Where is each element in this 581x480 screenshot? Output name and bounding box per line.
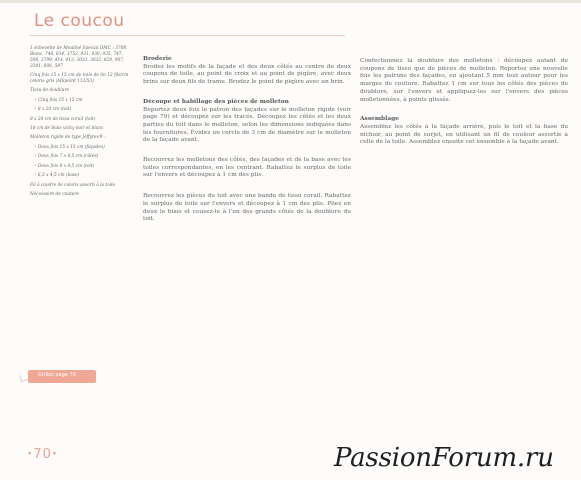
materials-item: Tissu de doublure	[30, 88, 70, 94]
materials-item: Molleton rigide de type Jeffytex® :	[30, 135, 106, 141]
materials-item: • Cinq fois 15 x 15 cm	[30, 98, 133, 104]
materials-item: Nécessaire de couture	[30, 191, 80, 197]
materials-item: • Deux fois 7 x 4,5 cm (côtés)	[30, 154, 133, 160]
title-divider	[30, 35, 345, 36]
page-top-edge	[0, 0, 581, 3]
page-number-value: 70	[33, 447, 52, 462]
materials-item: • Deux fois 15 x 15 cm (façades)	[30, 145, 133, 151]
materials-list	[30, 46, 133, 201]
materials-item: • 8 x 20 cm (toit)	[30, 107, 133, 113]
materials-item: 1 échevette de Mouliné Spécial DMC : 3708, Blanc, 746, 834, 3752, 931, 930, 935, 747, 598, 3799, 414, 413, 3033, 3032, 829, 967, 3341, 608, 597	[30, 46, 128, 69]
page-number-dot-right: •	[51, 449, 59, 460]
page-number	[27, 447, 58, 462]
tag-label: Grilles page 76	[38, 372, 76, 378]
paragraph-recouvrez-molletons: Recouvrez les molletons des côtés, des façades et de la base avec les toiles correspondantes, en les centrant. Rabattez le surplus de toile sur l'envers et découpez à 1 cm des plis.	[143, 157, 351, 179]
section-heading-decoupe: Découpe et habillage des pièces de molleton	[143, 98, 289, 105]
paragraph-recouvrez-toit: Recouvrez les pièces du toit avec une bande de tissu corail. Rabattez le surplus de toile sur l'envers et découpez à 1 cm des plis. Pliez en deux le biais et cousez-le à l'un des grands côtés de la doublure du toit.	[143, 193, 351, 223]
page-title: Le coucou	[34, 11, 125, 31]
paragraph-assemblage: Assemblez les côtés à la façade arrière, puis le toit et la base du nichoir, au point de surjet, en utilisant un fil de couleur assortie à celle de la toile. Assemblez ensuite cet ensemble à la façade avant.	[360, 123, 568, 146]
paragraph-decoupe: Reportez deux fois le patron des façades sur le molleton rigide (voir page 79) et découpez sur les tracés. Découpez les côtés et les deux parties du toit dans le molleton, selon les dimensions indiquées dans les fournitures. Évidez un cercle de 3 cm de diamètre sur le molleton de la façade avant.	[143, 106, 351, 144]
instructions-column-2	[360, 58, 568, 159]
section-heading-broderie: Broderie	[143, 56, 172, 62]
page-number-dot-left: •	[27, 449, 34, 460]
paragraph-doublure: Confectionnez la doublure des molletons : découpez autant de coupons de tissu que de pièces de molleton. Reportez une nouvelle fois les patrons des façades, en ajoutant 5 mm tout autour pour les marges de couture. Rabattez 1 cm sur tous les côtés des pièces de doublure, sur l'envers et appliquez-les sur l'envers des pièces molletonnées, à points glissés.	[360, 58, 568, 103]
materials-item: • 6,5 x 4,5 cm (base)	[30, 173, 133, 179]
section-heading-assemblage: Assemblage	[360, 116, 399, 123]
materials-item: 18 cm de biais vichy noir et blanc	[30, 126, 104, 132]
instructions-column-1	[143, 56, 351, 237]
materials-item: Fil à coudre de coloris assorti à la toile	[30, 182, 116, 188]
watermark-text: PassionForum.ru	[334, 443, 554, 473]
paragraph-broderie: Brodez les motifs de la façade et des deux côtés au centre de deux coupons de toile, au point de croix et au point de piqûre, avec deux brins sur deux fils de trame. Brodez le point de piqûre avec un brin.	[143, 63, 351, 86]
grid-reference-tag	[20, 369, 96, 384]
materials-item: 8 x 20 cm de tissu corail (toit)	[30, 116, 96, 122]
materials-item: Cinq fois 15 x 15 cm de toile de lin 12 fils/cm coloris gris (Milpoint 112/53)	[30, 73, 129, 85]
materials-item: • Deux fois 8 x 4,5 cm (toit)	[30, 164, 133, 170]
